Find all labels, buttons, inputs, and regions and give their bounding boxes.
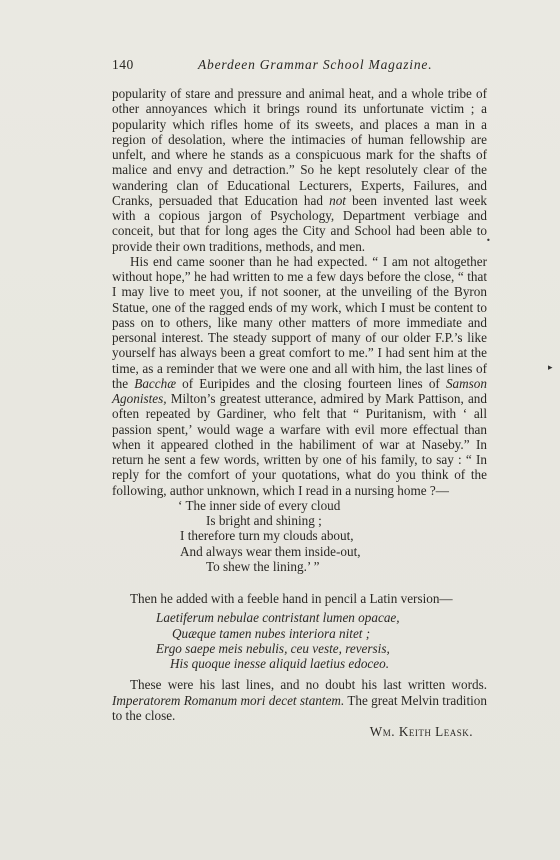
verse-line: ‘ The inner side of every cloud: [178, 497, 341, 513]
latin-line: Quæque tamen nubes interiora nitet ;: [172, 625, 371, 641]
text-run: His end came sooner than he had expected. “ I am not altogether without hope,” he had written to me a few days before the close, “ that I may live to meet you, if not sooner, at the unveiling of the Byron Statue, one of the ragged ends of my work, which I must be content to pass on to others, like many other matters of more immediate and personal interest. The steady support of many of our older F.P.’s like yourself has always been a great comfort to me.” I had sent him at the time, as a reminder that we were one and all with him, the last lines of the: [112, 253, 487, 391]
text-run: These were his last lines, and no doubt his last written words.: [130, 677, 487, 693]
italic-run: Bacchæ: [134, 375, 177, 391]
latin-verse: [112, 610, 487, 671]
text-run: been invented last week with a copious jargon of Psychology, Department verbiage and conceit, but that for long ages the City and School had been able to provide their own traditions, methods, and men.: [112, 192, 487, 254]
latin-line: His quoque inesse aliquid laetius edoceo.: [170, 656, 390, 671]
verse-line: And always wear them inside-out,: [180, 543, 361, 559]
text-run: The great Melvin tradition to the close.: [112, 692, 487, 723]
latin-line: Ergo saepe meis nebulis, ceu veste, reversis,: [156, 640, 390, 656]
verse-line: To shew the lining.’ ”: [206, 558, 320, 574]
article-body: [112, 86, 487, 739]
latin-line: Laetiferum nebulae contristant lumen opacae,: [156, 610, 400, 626]
paragraph-1: [112, 86, 487, 254]
paragraph-2: [112, 254, 487, 498]
margin-arrow-icon: ▸: [548, 363, 553, 373]
text-run: of Euripides and the closing fourteen lines of: [176, 375, 446, 391]
verse-line: I therefore turn my clouds about,: [180, 528, 354, 544]
text-run: Milton’s greatest utterance, admired by Mark Pattison, and often repeated by Gardiner, who felt that “ Puritanism, with ‘ all passion spent,’ would wage a warfare with evil more effectual than when it appeared clothed in the habiliment of war at Naseby.” In return he sent a few words, written by one of his family, to say : “ In reply for the comfort of your quotations, what do you think of the following, author unknown, which I read in a nursing home ?—: [112, 391, 487, 498]
text-run: popularity of stare and pressure and animal heat, and a whole tribe of other annoyances which it brings round its unfortunate victim ; a popularity which rifles home of its sweets, and places a man in a region of desolation, where the intimacies of human fellowship are unfelt, and where he stands as a conspicuous mark for the shafts of malice and envy and detraction.” So he kept resolutely clear of the wandering clan of Educational Lecturers, Experts, Failures, and Cranks, persuaded that Education had: [112, 86, 487, 208]
italic-run: Imperatorem Romanum mori decet stantem.: [112, 692, 345, 708]
italic-run: not: [329, 192, 346, 208]
latin-intro: Then he added with a feeble hand in pencil a Latin version—: [130, 591, 453, 606]
margin-dot: •: [486, 236, 491, 245]
page-number: 140: [112, 57, 134, 72]
running-title: Aberdeen Grammar School Magazine.: [198, 57, 433, 72]
verse-line: Is bright and shining ;: [206, 513, 322, 528]
english-verse: [112, 498, 487, 574]
closing-paragraph: [112, 677, 487, 723]
italic-run: Samson Agonistes,: [112, 375, 487, 406]
author-signature: Wm. Keith Leask.: [369, 724, 473, 739]
